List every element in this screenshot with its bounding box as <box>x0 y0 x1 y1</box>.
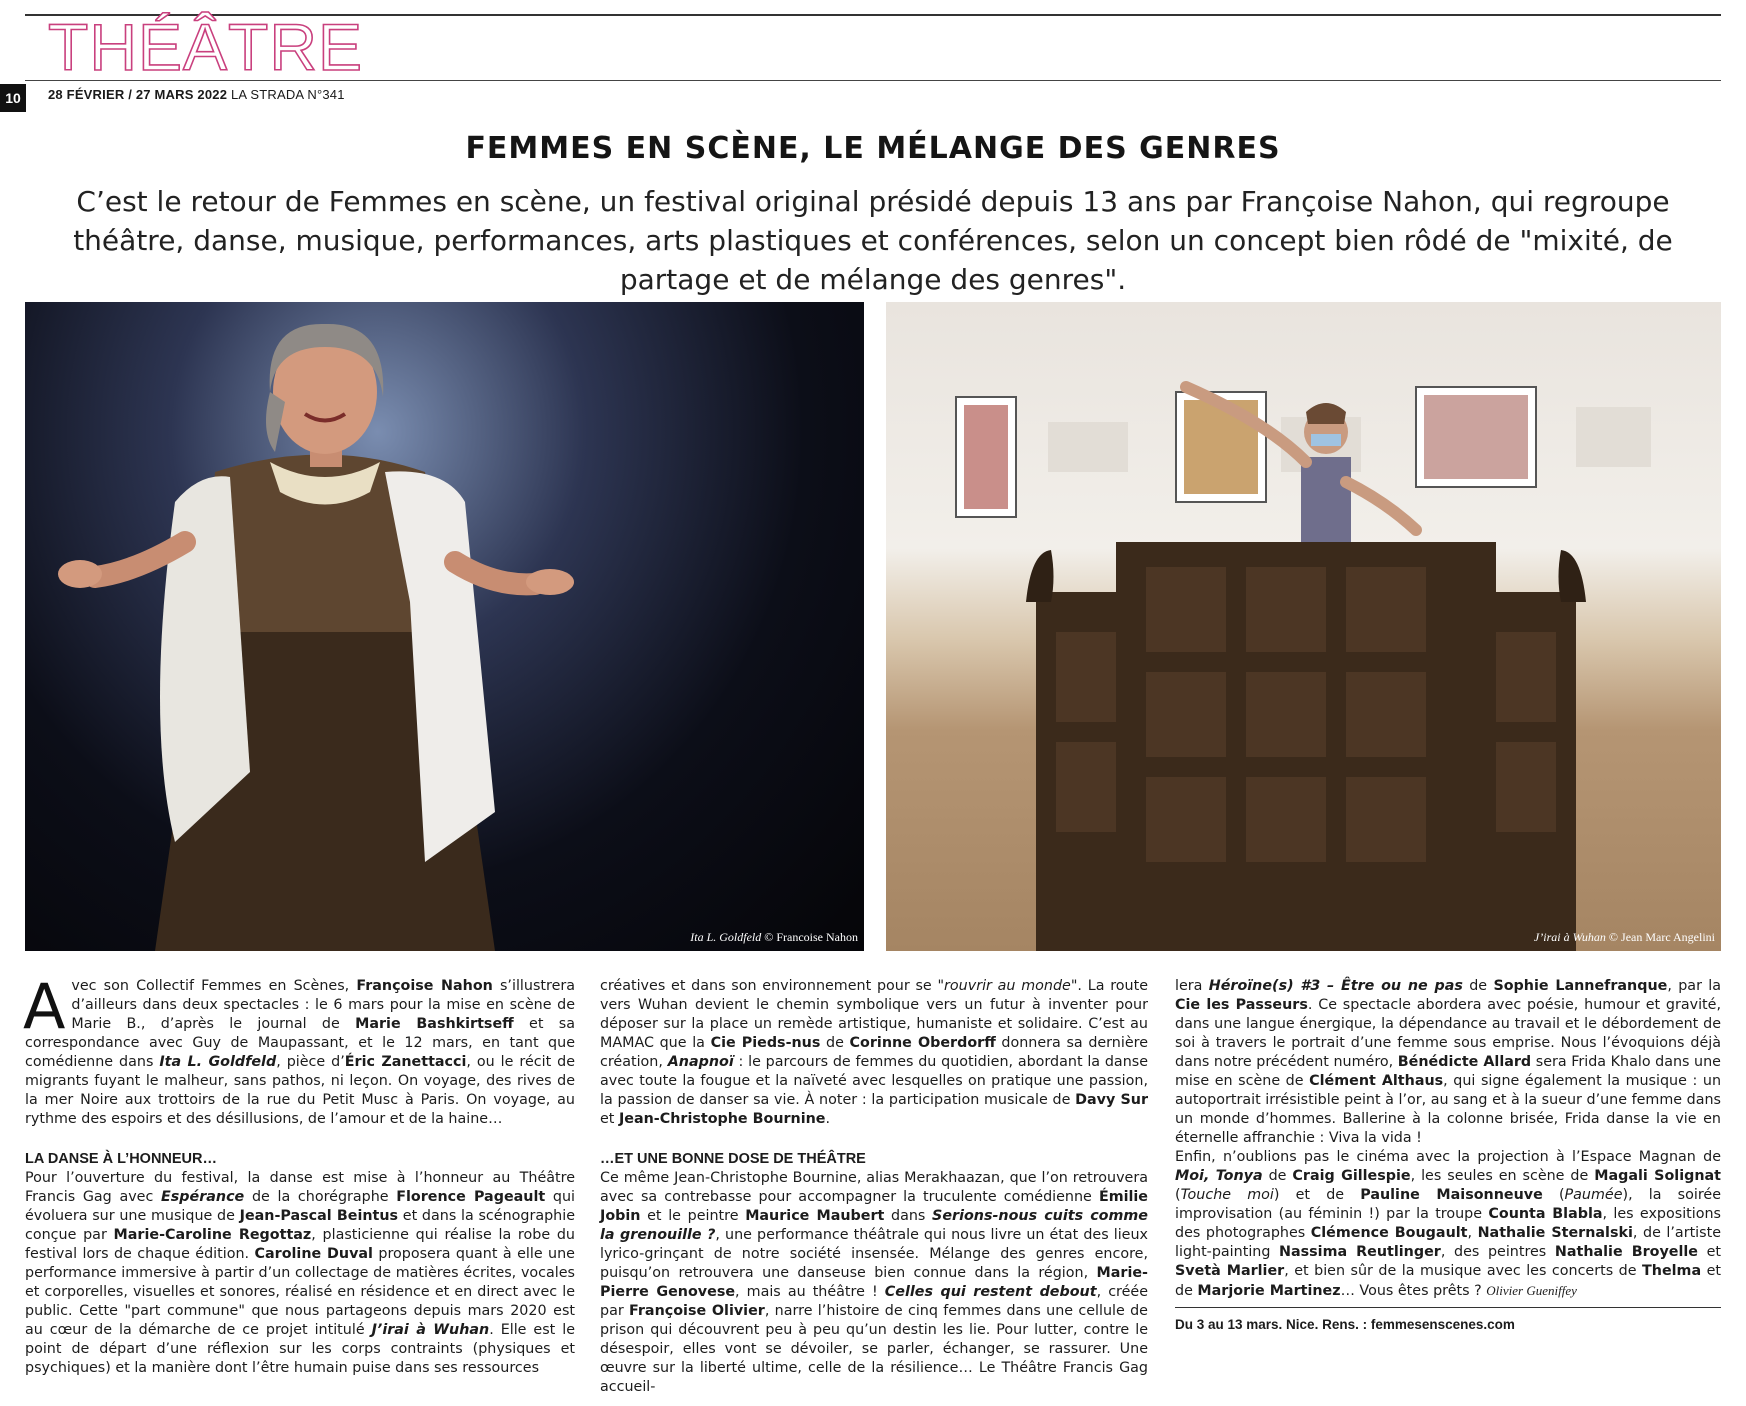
subhead-dance: LA DANSE À L’HONNEUR… <box>25 1151 217 1167</box>
theatre-paragraph-continued: lera Héroïne(s) #3 – Être ou ne pas de Sophie Lannefranque, par la Cie les Passeurs. Ce spectacle abordera avec poésie, humour et gravité, dans une langue énergique, la dépendance au travail et le débordement de soi à travers le portrait d’une femme sous emprise. Nous l’évoquions déjà dans notre précédent numéro, Bénédicte Allard sera Frida Khalo dans une mise en scène de Clément Althaus, qui signe également la musique : un autoportrait irrésistible peint à l’or, au sang et à la sueur d’une femme dans un monde d’hommes. Ballerine à la colonne brisée, Frida danse la vie en éternelle affranchie : Viva la vida ! <box>1175 978 1722 1146</box>
page-number: 10 <box>0 84 26 112</box>
photo-jirai-a-wuhan <box>886 302 1721 951</box>
closing-text: Enfin, n’oublions pas le cinéma avec la projection à l’Espace Magnan de Moi, Tonya de Craig Gillespie, les seules en scène de Magali Solignat (Touche moi) et de Pauline Maisonneuve (Paumée), la soirée improvisation (au féminin !) par la troupe Counta Blabla, les expositions des photographes Clémence Bougault, Nathalie Sternalski, de l’artiste light-painting Nassima Reutlinger, des peintres Nathalie Broyelle et Svetà Marlier, et bien sûr de la musique avec les concerts de Thelma et de Marjorie Martinez… Vous êtes prêts ? <box>1175 1149 1722 1299</box>
section-rule <box>25 80 1721 81</box>
photo-ita-goldfeld <box>25 302 864 951</box>
practical-info: Du 3 au 13 mars. Nice. Rens. : femmesenscenes.com <box>1175 1317 1515 1332</box>
intro-paragraph <box>23 970 576 1129</box>
standfirst: C’est le retour de Femmes en scène, un festival original présidé depuis 13 ans par Françoise Nahon, qui regroupe théâtre, danse, musique, performances, arts plastiques et conférences, selon un concept bien rôdé de "mixité, de partage et de mélange des genres". <box>73 185 1673 296</box>
caption-title-left: Ita L. Goldfeld <box>690 930 762 944</box>
performer-illustration <box>886 302 1721 951</box>
caption-credit-left: © Francoise Nahon <box>764 930 858 944</box>
publication-name: LA STRADA N°341 <box>230 87 345 102</box>
closing-paragraph <box>1175 1148 1721 1301</box>
photo-caption-right <box>1534 930 1715 945</box>
intro-text: vec son Collectif Femmes en Scènes, Françoise Nahon s’illustrera d’ailleurs dans deux spectacles : le 6 mars pour la mise en scène de Marie B., d’après le journal de Marie Bashkirtseff et sa correspondance avec Guy de Maupassant, et le 12 mars, en tant que comédienne dans Ita L. Goldfeld, pièce d’Éric Zanettacci, ou le récit de migrants fuyant le malheur, sans pathos, ni leçon. On voyage, des rives de la mer Noire aux trottoirs de la rue du Petit Musc à Paris. On voyage, au rythme des espoirs et des désillusions, de l’amour et de la haine… <box>25 978 576 1127</box>
caption-credit-right: © Jean Marc Angelini <box>1608 930 1715 944</box>
section-title: THÉÂTRE <box>48 10 364 84</box>
theatre-paragraph: Ce même Jean-Christophe Bournine, alias Merakhaazan, que l’on retrouvera avec sa contrebasse pour accompagner la truculente comédienne Émilie Jobin et le peintre Maurice Maubert dans Serions-nous cuits comme la grenouille ?, une performance théâtrale qui nous livre un état des lieux lyrico-grinçant de notre société insensée. Mélange des genres encore, puisqu’on retrouvera une danseuse bien connue dans la région, Marie-Pierre Genovese, mais au théâtre ! Celles qui restent debout, créée par Françoise Olivier, narre l’histoire de cinq femmes dans une cellule de prison qui découvrent peu à peu qu’un destin les lie. Pour lutter, contre le désespoir, elles vont se dévoiler, se parler, échanger, se rassurer. Une œuvre sur la liberté ultime, celle de la résilience… Le Théâtre Francis Gag accueil- <box>600 1170 1148 1395</box>
drop-cap: A <box>23 970 66 1043</box>
photo-caption-left <box>690 930 858 945</box>
info-divider <box>1175 1307 1721 1308</box>
author-signature: Olivier Gueniffey <box>1486 1283 1577 1298</box>
dance-paragraph: Pour l’ouverture du festival, la danse est mise à l’honneur au Théâtre Francis Gag avec Espérance de la chorégraphe Florence Pageault qui évoluera sur une musique de Jean-Pascal Beintus et dans la scénographie conçue par Marie-Caroline Regottaz, plasticienne qui réalise la robe du festival lors de chaque édition. Caroline Duval proposera quant à elle une performance immersive à partir d’un collectage de matières écrites, vocales et corporelles, visuelles et sonores, réalisé en résidence et en direct avec le public. Cette "part commune" que nous partageons depuis mars 2020 est au cœur de la démarche de ce projet intitulé J’irai à Wuhan. Elle est le point de départ d’une réflexion sur les corps contraints (physiques et psychiques) et la manière dont l’être humain puise dans ses ressources <box>25 1170 575 1376</box>
dance-paragraph-continued: créatives et dans son environnement pour se "rouvrir au monde". La route vers Wuhan devient le chemin symbolique vers un futur à inventer pour déposer sur la place un remède artistique, humaniste et solidaire. C’est au MAMAC que la Cie Pieds-nus de Corinne Oberdorff donnera sa dernière création, Anapnoï : le parcours de femmes du quotidien, abordant la danse avec toute la fougue et la naïveté avec lesquelles on pratique une passion, la passion de danser sa vie. À noter : la participation musicale de Davy Sur et Jean-Christophe Bournine. <box>600 978 1149 1127</box>
issue-line <box>48 87 345 102</box>
caption-title-right: J’irai à Wuhan <box>1533 930 1606 944</box>
article-column-1 <box>23 970 576 1401</box>
article-column-2 <box>600 977 1148 1401</box>
headline: FEMMES EN SCÈNE, LE MÉLANGE DES GENRES <box>465 131 1281 166</box>
issue-dates: 28 FÉVRIER / 27 MARS 2022 <box>48 87 228 102</box>
subhead-theatre: …ET UNE BONNE DOSE DE THÉÂTRE <box>600 1151 866 1167</box>
article-column-3 <box>1175 977 1721 1401</box>
actress-illustration <box>25 302 864 951</box>
